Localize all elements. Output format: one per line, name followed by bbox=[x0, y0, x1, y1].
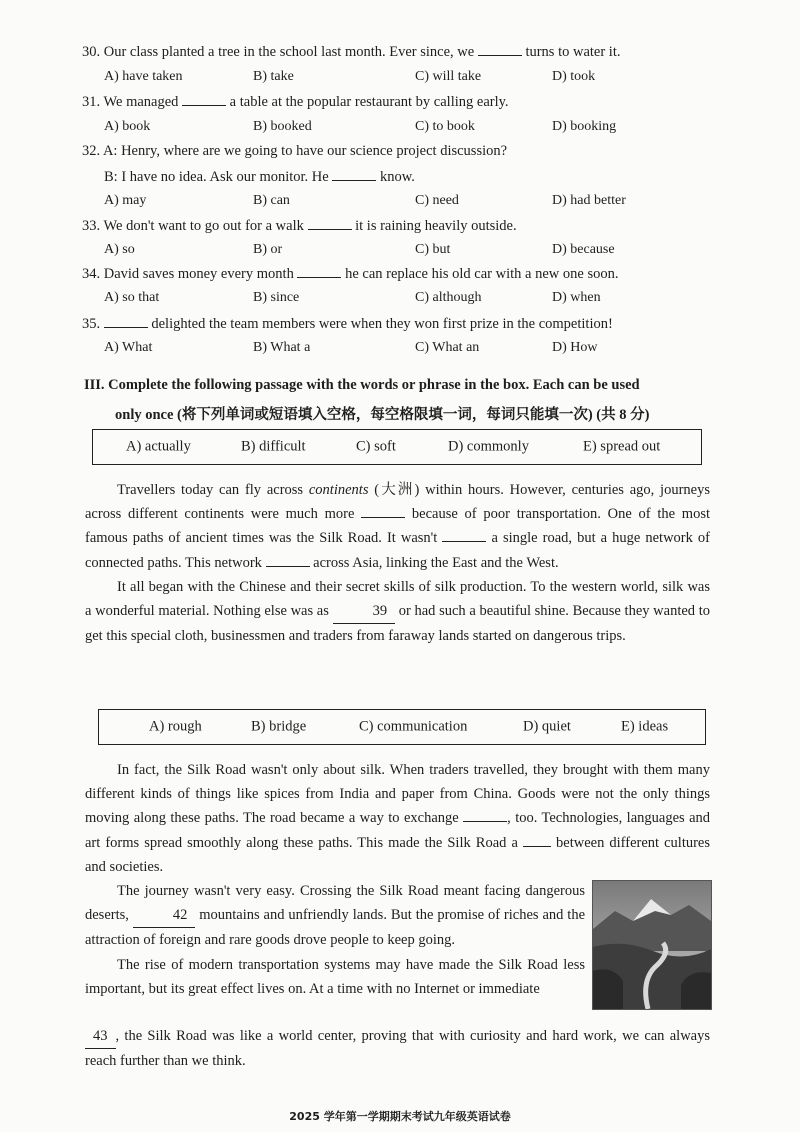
word-option: D) quiet bbox=[523, 718, 571, 735]
text: (大洲) within hours. However, centuries ago, journeys across different continents were much more bbox=[85, 482, 710, 523]
option-c: C) will take bbox=[415, 69, 482, 84]
text: The journey wasn't very easy. Crossing the Silk Road meant facing dangerous deserts, bbox=[85, 883, 585, 924]
paragraph bbox=[85, 879, 585, 953]
question-32-stem: 32. A: Henry, where are we going to have our science project discussion? bbox=[82, 143, 508, 159]
answer-blank bbox=[297, 265, 341, 278]
paragraph bbox=[85, 953, 585, 1001]
option-d: D) booking bbox=[552, 119, 617, 134]
section-heading-instructions: only once (将下列单词或短语填入空格，每空格限填一词，每词只能填一次) (共 8 分) bbox=[115, 407, 650, 423]
question-text: 31. We managed bbox=[82, 94, 179, 110]
passage-part-2-cont bbox=[85, 879, 585, 1001]
paragraph bbox=[85, 478, 710, 575]
option-b: B) What a bbox=[253, 340, 311, 355]
option-b: B) can bbox=[253, 193, 290, 208]
text: between different cultures and societies. bbox=[85, 834, 711, 875]
question-text: know. bbox=[379, 169, 415, 185]
text: It all began with the Chinese and their secret skills of silk production. To the western world, silk was a wonderful material. Nothing else was as bbox=[85, 578, 710, 620]
option-b: B) or bbox=[253, 242, 283, 257]
answer-blank bbox=[104, 315, 148, 328]
text: , too. Technologies, languages and art forms spread smoothly along these paths. This made the Silk Road a bbox=[85, 810, 711, 851]
answer-blank bbox=[523, 834, 551, 847]
numbered-blank: 43 bbox=[85, 1024, 116, 1049]
paragraph bbox=[85, 1024, 710, 1073]
numbered-blank: 42 bbox=[133, 903, 196, 928]
word-option: A) rough bbox=[149, 718, 202, 735]
answer-blank bbox=[361, 505, 405, 518]
text: across Asia, linking the East and the West. bbox=[313, 554, 559, 571]
option-b: B) since bbox=[253, 290, 300, 305]
option-a: A) book bbox=[104, 119, 151, 134]
question-32-reply bbox=[104, 168, 415, 186]
option-d: D) How bbox=[552, 340, 598, 355]
section-heading: III. Complete the following passage with the words or phrase in the box. Each can be used bbox=[84, 377, 640, 393]
option-a: A) have taken bbox=[104, 69, 183, 84]
question-31-stem bbox=[82, 93, 509, 111]
text: The rise of modern transportation systems may have made the Silk Road less important, but its great effect lives on. At a time with no Internet or immediate bbox=[85, 956, 585, 997]
question-text: a table at the popular restaurant by calling early. bbox=[229, 94, 509, 110]
text: Travellers today can fly across bbox=[117, 482, 304, 498]
word-option: C) communication bbox=[359, 718, 468, 735]
text: In fact, the Silk Road wasn't only about silk. When traders travelled, they brought with them many different kinds of things like spices from India and paper from China. Goods were not the only things moving along these paths. The road became a way to exchange bbox=[85, 762, 710, 827]
word-option: B) difficult bbox=[241, 438, 306, 455]
question-text: it is raining heavily outside. bbox=[355, 218, 517, 234]
answer-blank bbox=[478, 43, 522, 56]
answer-blank bbox=[266, 554, 310, 567]
question-35-stem bbox=[82, 315, 613, 333]
text: a single road, but a huge network of connected paths. This network bbox=[85, 530, 711, 571]
paragraph bbox=[85, 575, 710, 649]
question-33-stem bbox=[82, 217, 517, 235]
word-box-1 bbox=[92, 429, 702, 465]
answer-blank bbox=[442, 529, 486, 542]
word-option: E) spread out bbox=[583, 438, 661, 455]
text: because of poor transportation. One of the most famous paths of ancient times was the Silk Road. It wasn't bbox=[85, 506, 710, 547]
option-c: C) What an bbox=[415, 340, 480, 355]
numbered-blank: 39 bbox=[333, 599, 396, 624]
text: or had such a beautiful shine. Because they wanted to get this special cloth, businessmen and traders from faraway lands started on dangerous trips. bbox=[85, 603, 710, 645]
question-34-stem bbox=[82, 265, 618, 283]
word-option: E) ideas bbox=[621, 718, 669, 735]
text: , the Silk Road was like a world center, proving that with curiosity and hard work, we can always reach further than we think. bbox=[85, 1028, 710, 1070]
question-text: 34. David saves money every month bbox=[82, 266, 294, 282]
option-b: B) take bbox=[253, 69, 294, 84]
option-c: C) to book bbox=[415, 119, 475, 134]
question-text: 33. We don't want to go out for a walk bbox=[82, 218, 304, 234]
word-option: B) bridge bbox=[251, 718, 307, 735]
answer-blank bbox=[182, 93, 226, 106]
option-c: C) although bbox=[415, 290, 482, 305]
option-a: A) so that bbox=[104, 290, 160, 305]
passage-final-line bbox=[85, 1024, 710, 1073]
answer-blank bbox=[308, 217, 352, 230]
option-a: A) so bbox=[104, 242, 135, 257]
option-c: C) but bbox=[415, 242, 451, 257]
word-option: D) commonly bbox=[448, 438, 529, 455]
paragraph bbox=[85, 758, 710, 879]
question-30-stem bbox=[82, 43, 621, 61]
option-d: D) when bbox=[552, 290, 601, 305]
italic-word: continents bbox=[308, 482, 369, 498]
word-box-2 bbox=[98, 709, 706, 745]
question-text: 30. Our class planted a tree in the school last month. Ever since, we bbox=[82, 44, 475, 60]
page-footer: 2025 学年第一学期期末考试九年级英语试卷 bbox=[289, 1110, 511, 1123]
option-a: A) What bbox=[104, 340, 153, 355]
question-text: delighted the team members were when they won first prize in the competition! bbox=[151, 316, 613, 332]
option-b: B) booked bbox=[253, 119, 312, 134]
word-option: A) actually bbox=[126, 438, 191, 455]
option-d: D) had better bbox=[552, 193, 626, 208]
text: mountains and unfriendly lands. But the promise of riches and the attraction of foreign and rare goods drove people to keep going. bbox=[85, 907, 586, 949]
answer-blank bbox=[332, 168, 376, 181]
question-text: 35. bbox=[82, 316, 101, 332]
answer-blank bbox=[463, 809, 507, 822]
passage-part-1 bbox=[85, 478, 710, 648]
question-text: B: I have no idea. Ask our monitor. He bbox=[104, 169, 329, 185]
option-a: A) may bbox=[104, 193, 147, 208]
question-text: turns to water it. bbox=[525, 44, 621, 60]
option-d: D) because bbox=[552, 242, 615, 257]
option-d: D) took bbox=[552, 69, 596, 84]
silk-road-landscape-image bbox=[592, 880, 712, 1010]
word-option: C) soft bbox=[356, 438, 396, 455]
option-c: C) need bbox=[415, 193, 459, 208]
question-text: he can replace his old car with a new one soon. bbox=[345, 266, 619, 282]
passage-part-2 bbox=[85, 758, 710, 879]
